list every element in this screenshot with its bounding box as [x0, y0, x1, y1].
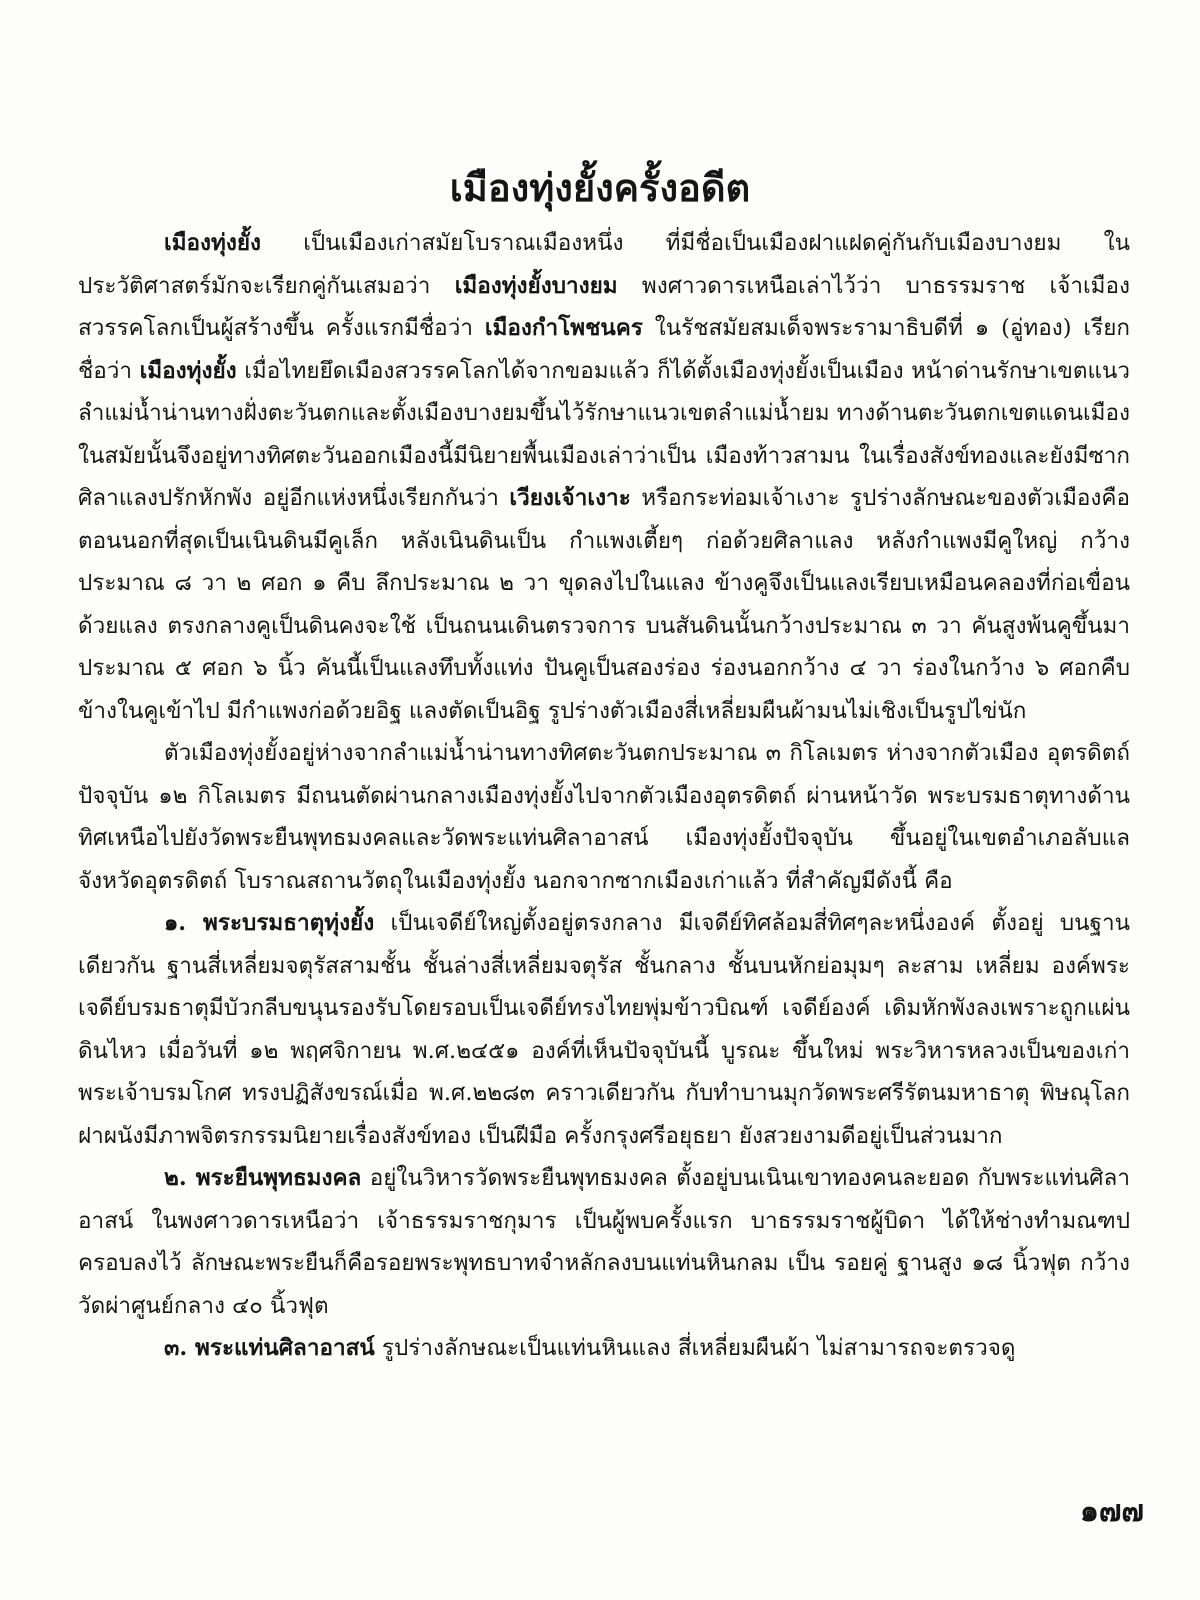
article-body — [78, 222, 1130, 1370]
bold-term: ๑. พระบรมธาตุทุ่งยั้ง — [164, 910, 375, 936]
bold-term: เมืองทุ่งยั้งบางยม — [454, 272, 618, 299]
bold-term: เวียงเจ้าเงาะ — [509, 485, 631, 511]
text-run: ในรัชสมัยสมเด็จพระรามาธิบดีที่ ๑ (อู่ทอง) เรียกชื่อว่า — [78, 315, 1130, 384]
bold-term: เมืองทุ่งยั้ง — [139, 357, 237, 384]
bold-term: ๓. พระแท่นศิลาอาสน์ — [164, 1335, 375, 1361]
paragraph — [78, 222, 1130, 732]
text-run: เมื่อไทยยึดเมืองสวรรคโลกได้จากขอมแล้ว ก็ได้ตั้งเมืองทุ่งยั้งเป็นเมือง หน้าด่านรักษาเขตแนวลำแม่น้ำน่านทางฝั่งตะวันตกและตั้งเมืองบางยมขึ้นไว้รักษาแนวเขตลำแม่น้ำยม ทางด้านตะวันตกเขตแดนเมืองในสมัยนั้นจึงอยู่ทางทิศตะวันออกเมืองนี้มีนิยายพื้นเมืองเล่าว่าเป็น เมืองท้าวสามน ในเรื่องสังข์ทองและยังมีซากศิลาแลงปรักหักพัง อยู่อีกแห่งหนึ่งเรียกกันว่า — [78, 357, 1130, 511]
text-run: พงศาวดารเหนือเล่าไว้ว่า บาธรรมราช เจ้าเมืองสวรรคโลกเป็นผู้สร้างขึ้น ครั้งแรกมีชื่อว่า — [78, 272, 1131, 341]
text-run: เป็นเมืองเก่าสมัยโบราณเมืองหนึ่ง ที่มีชื่อเป็นเมืองฝาแฝดคู่กันกับเมืองบางยม ในประวัติศาสตร์มักจะเรียกคู่กันเสมอว่า — [78, 230, 1130, 299]
bold-term: เมืองกำโพชนคร — [484, 315, 643, 341]
paragraph — [78, 1157, 1130, 1327]
paragraph — [78, 732, 1130, 902]
text-run: รูปร่างลักษณะเป็นแท่นหินแลง สี่เหลี่ยมผืนผ้า ไม่สามารถจะตรวจดู — [374, 1335, 1016, 1361]
text-run: อยู่ในวิหารวัดพระยืนพุทธมงคล ตั้งอยู่บนเนินเขาทองคนละยอด กับพระแท่นศิลาอาสน์ ในพงศาวดารเหนือว่า เจ้าธรรมราชกุมาร เป็นผู้พบครั้งแรก บาธรรมราชผู้บิดา ได้ให้ช่างทำมณฑปครอบลงไว้ ลักษณะพระยืนก็คือรอยพระพุทธบาทจำหลักลงบนแท่นหินกลม เป็น รอยคู่ ฐานสูง ๑๘ นิ้วฟุต กว้างวัดผ่าศูนย์กลาง ๔๐ นิ้วฟุต — [78, 1165, 1130, 1319]
text-run: ตัวเมืองทุ่งยั้งอยู่ห่างจากลำแม่น้ำน่านทางทิศตะวันตกประมาณ ๓ กิโลเมตร ห่างจากตัวเมือง อุตรดิตถ์ปัจจุบัน ๑๒ กิโลเมตร มีถนนตัดผ่านกลางเมืองทุ่งยั้งไปจากตัวเมืองอุตรดิตถ์ ผ่านหน้าวัด พระบรมธาตุทางด้านทิศเหนือไปยังวัดพระยืนพุทธมงคลและวัดพระแท่นศิลาอาสน์ เมืองทุ่งยั้งปัจจุบัน ขึ้นอยู่ในเขตอำเภอลับแล จังหวัดอุตรดิตถ์ โบราณสถานวัตถุในเมืองทุ่งยั้ง นอกจากซากเมืองเก่าแล้ว ที่สำคัญมีดังนี้ คือ — [78, 740, 1130, 894]
page-number: ๑๗๗ — [1079, 1494, 1144, 1529]
bold-term: เมืองทุ่งยั้ง — [164, 230, 262, 256]
bold-term: ๒. พระยืนพุทธมงคล — [164, 1165, 362, 1191]
paragraph — [78, 1327, 1130, 1370]
page-title: เมืองทุ่งยั้งครั้งอดีต — [449, 165, 751, 210]
paragraph — [78, 902, 1130, 1157]
text-run: หรือกระท่อมเจ้าเงาะ รูปร่างลักษณะของตัวเมืองคือตอนนอกที่สุดเป็นเนินดินมีคูเล็ก หลังเนินดินเป็น กำแพงเตี้ยๆ ก่อด้วยศิลาแลง หลังกำแพงมีคูใหญ่ กว้างประมาณ ๘ วา ๒ ศอก ๑ คืบ ลึกประมาณ ๒ วา ขุดลงไปในแลง ข้างคูจึงเป็นแลงเรียบเหมือนคลองที่ก่อเขื่อนด้วยแลง ตรงกลางคูเป็นดินคงจะใช้ เป็นถนนเดินตรวจการ บนสันดินนั้นกว้างประมาณ ๓ วา คันสูงพ้นคูขึ้นมาประมาณ ๕ ศอก ๖ นิ้ว คันนี้เป็นแลงทึบทั้งแท่ง ปันคูเป็นสองร่อง ร่องนอกกว้าง ๔ วา ร่องในกว้าง ๖ ศอกคืบ ข้างในคูเข้าไป มีกำแพงก่อด้วยอิฐ แลงตัดเป็นอิฐ รูปร่างตัวเมืองสี่เหลี่ยมผืนผ้ามนไม่เชิงเป็นรูปไข่นัก — [78, 485, 1130, 724]
text-run: เป็นเจดีย์ใหญ่ตั้งอยู่ตรงกลาง มีเจดีย์ทิศล้อมสี่ทิศๆละหนึ่งองค์ ตั้งอยู่ บนฐานเดียวกัน ฐานสี่เหลี่ยมจตุรัสสามชั้น ชั้นล่างสี่เหลี่ยมจตุรัส ชั้นกลาง ชั้นบนหักย่อมุมๆ ละสาม เหลี่ยม องค์พระเจดีย์บรมธาตุมีบัวกลีบขนุนรองรับโดยรอบเป็นเจดีย์ทรงไทยพุ่มข้าวบิณฑ์ เจดีย์องค์ เดิมหักพังลงเพราะถูกแผ่นดินไหว เมื่อวันที่ ๑๒ พฤศจิกายน พ.ศ.๒๔๕๑ องค์ที่เห็นปัจจุบันนี้ บูรณะ ขึ้นใหม่ พระวิหารหลวงเป็นของเก่า พระเจ้าบรมโกศ ทรงปฏิสังขรณ์เมื่อ พ.ศ.๒๒๘๓ คราวเดียวกัน กับทำบานมุกวัดพระศรีรัตนมหาธาตุ พิษณุโลก ฝาผนังมีภาพจิตรกรรมนิยายเรื่องสังข์ทอง เป็นฝีมือ ครั้งกรุงศรีอยุธยา ยังสวยงามดีอยู่เป็นส่วนมาก — [78, 910, 1130, 1149]
